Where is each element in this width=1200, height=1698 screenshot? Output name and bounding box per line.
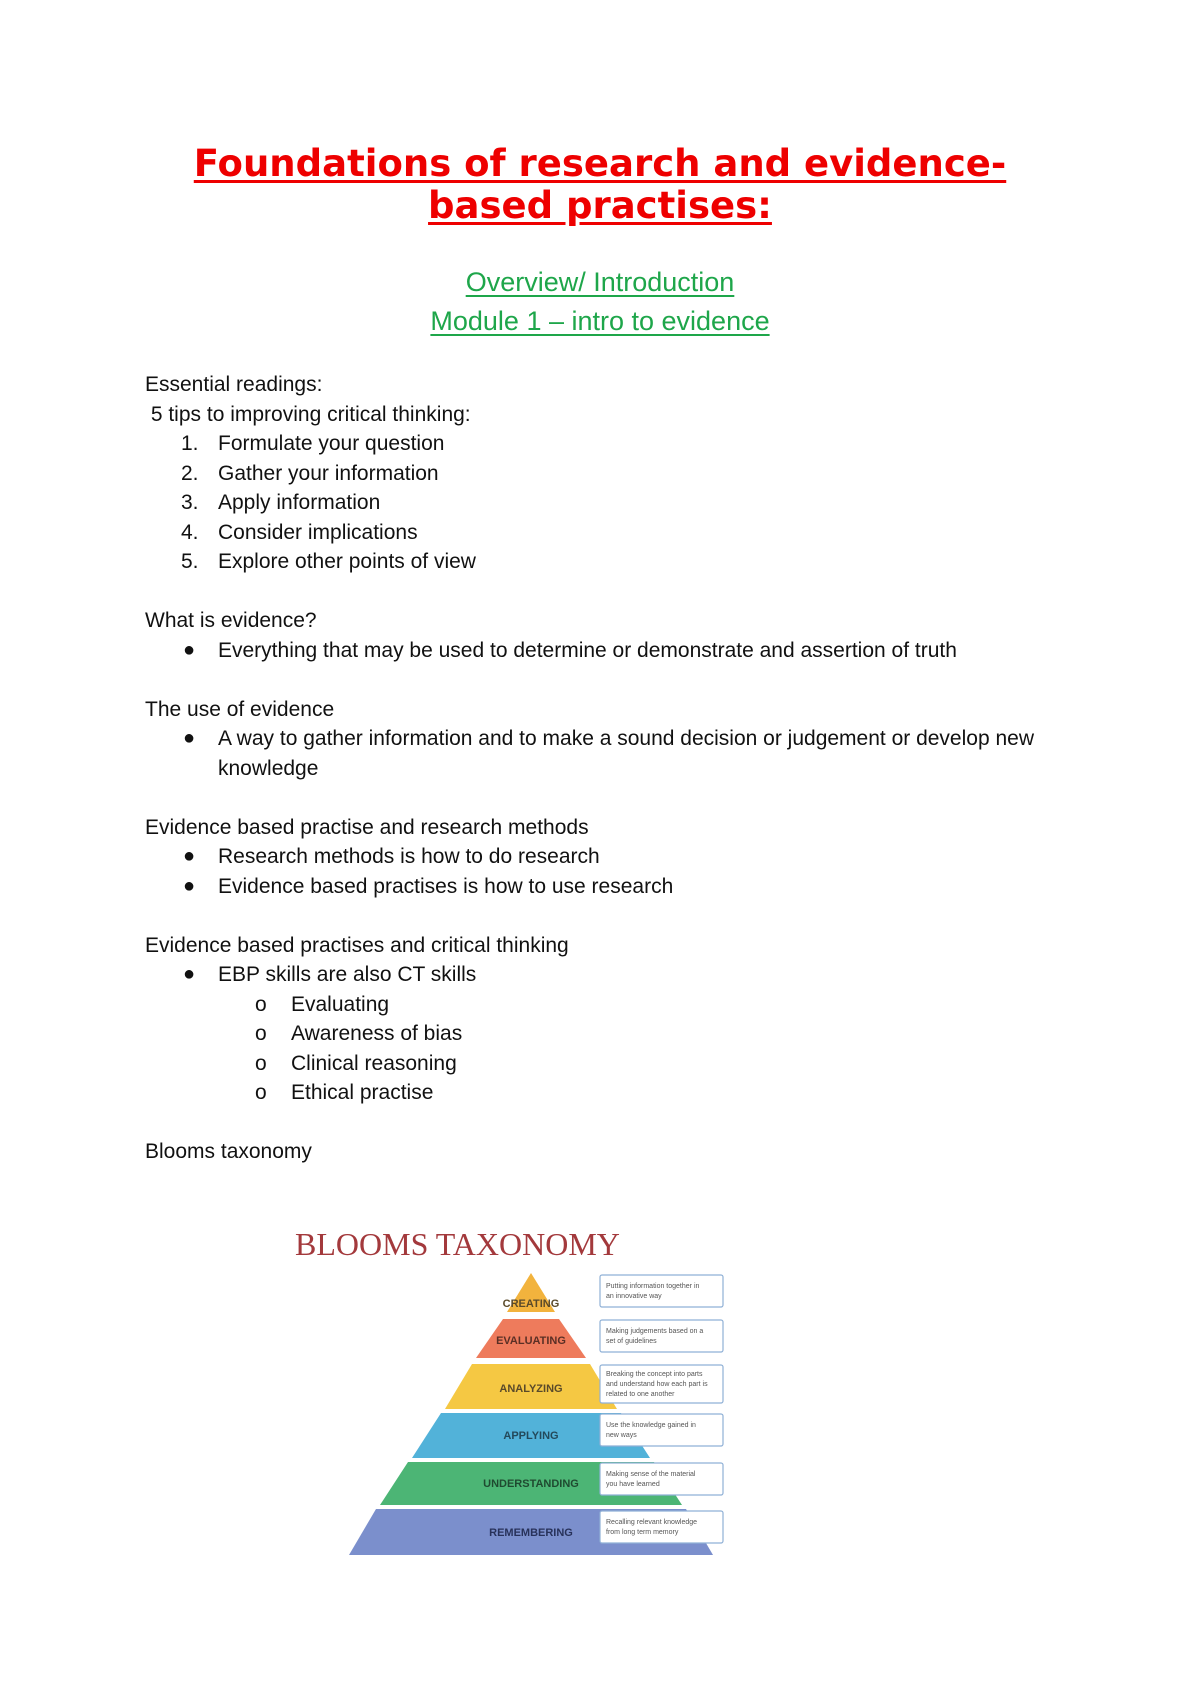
document-title [100,143,1100,227]
svg-text:Putting information together i: Putting information together in [606,1283,700,1290]
use-of-evidence-heading: The use of evidence [145,697,335,721]
pyramid-level-evaluating [476,1319,586,1358]
svg-text:set of guidelines: set of guidelines [606,1338,657,1345]
pyramid-level-creating [503,1273,560,1312]
level-label: ANALYZING [499,1383,563,1395]
description-box-understanding [600,1463,723,1495]
what-is-evidence-list [145,636,1065,666]
level-label: REMEMBERING [489,1527,573,1539]
list-item: o Ethical practise [255,1081,434,1104]
level-label: UNDERSTANDING [483,1478,579,1490]
use-of-evidence-list [145,724,1065,783]
svg-text:and understand how each part i: and understand how each part is [606,1381,708,1388]
svg-text:Use the knowledge gained in: Use the knowledge gained in [606,1422,696,1429]
figure-title: BLOOMS TAXONOMY [295,1226,620,1262]
list-item: 3. Apply information [181,491,381,514]
list-item: 4. Consider implications [181,520,418,544]
notes-body [145,370,1065,1167]
level-label: CREATING [502,1298,560,1310]
list-item: ● EBP skills are also CT skills [183,963,477,986]
description-box-applying [600,1414,723,1446]
svg-text:from long term memory: from long term memory [606,1529,679,1536]
list-item: ● Evidence based practises is how to use research [183,874,674,898]
svg-text:Breaking the concept into part: Breaking the concept into parts [606,1371,703,1378]
svg-text:an innovative way: an innovative way [606,1293,662,1300]
level-label: EVALUATING [496,1335,566,1347]
tips-heading: 5 tips to improving critical thinking: [145,402,471,426]
list-item: o Clinical reasoning [255,1051,457,1075]
description-box-evaluating [600,1320,723,1352]
list-item: 1. Formulate your question [181,432,445,455]
ebp-ct-heading: Evidence based practises and critical thinking [145,933,569,957]
svg-text:Making sense of the material: Making sense of the material [606,1471,696,1478]
svg-text:new ways: new ways [606,1432,637,1439]
level-label: APPLYING [503,1430,559,1442]
ebp-research-heading: Evidence based practise and research methods [145,815,589,839]
list-item: o Evaluating [255,992,390,1016]
tips-list [145,429,1065,577]
ebp-research-list [145,842,1065,901]
description-box-creating [600,1275,723,1307]
list-item: 5. Explore other points of view [181,550,476,573]
blooms-taxonomy-figure [295,1215,735,1560]
subtitle-overview: Overview/ Introduction [465,267,735,297]
svg-text:Making judgements based on a: Making judgements based on a [606,1328,704,1335]
svg-text:related to one another: related to one another [606,1391,675,1398]
list-item: o Awareness of bias [255,1022,463,1045]
blooms-heading: Blooms taxonomy [145,1140,312,1163]
description-box-remembering [600,1511,723,1543]
svg-text:Recalling relevant knowledge: Recalling relevant knowledge [606,1519,698,1526]
list-item: ● Everything that may be used to determine or demonstrate and assertion of truth [183,638,957,662]
ebp-ct-list [145,960,1065,990]
title-line-2: based practises: [428,184,772,227]
list-item: ● A way to gather information and to make a sound decision or judgement or develop new knowledge [183,727,1034,780]
svg-text:you have learned: you have learned [606,1481,660,1488]
list-item: ● Research methods is how to do research [183,845,600,868]
what-is-evidence-heading: What is evidence? [145,609,317,632]
ebp-ct-sublist [145,990,1065,1108]
description-box-analyzing [600,1365,723,1403]
list-item: 2. Gather your information [181,461,439,485]
subtitle-module: Module 1 – intro to evidence [430,306,770,336]
essential-readings-heading: Essential readings: [145,373,323,396]
title-line-1: Foundations of research and evidence- [193,142,1007,185]
pyramid-level-analyzing [445,1364,617,1409]
